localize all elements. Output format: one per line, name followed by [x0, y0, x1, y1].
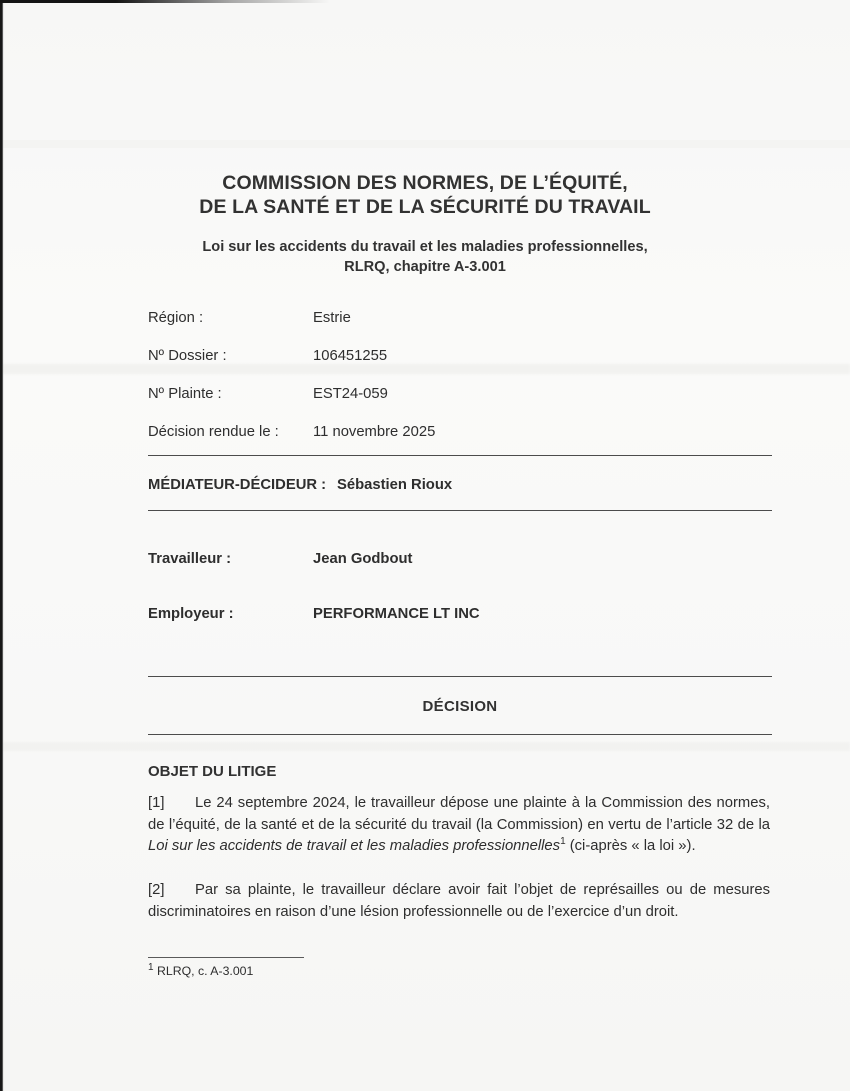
- paragraph-1-marker: [1]: [148, 795, 165, 811]
- scan-artifact-band: [0, 742, 850, 751]
- footnote-reference-1: 1: [560, 836, 566, 848]
- document-title-line2: DE LA SANTÉ ET DE LA SÉCURITÉ DU TRAVAIL: [199, 195, 651, 218]
- footnote-rule: [148, 957, 304, 958]
- decision-heading: DÉCISION: [422, 698, 498, 715]
- meta-row-plainte: [148, 386, 388, 402]
- scan-artifact-band: [0, 364, 850, 374]
- separator-rule-decision-bottom: [148, 734, 772, 735]
- meta-value-plainte: EST24-059: [313, 386, 388, 402]
- section-heading-objet-du-litige: OBJET DU LITIGE: [148, 763, 277, 780]
- document-subtitle: [0, 237, 850, 277]
- scan-edge-left: [0, 0, 4, 1091]
- footnote-1-number: 1: [148, 961, 154, 973]
- meta-row-region: [148, 310, 351, 326]
- separator-rule-mediator: [148, 510, 772, 511]
- mediator-row: [148, 477, 452, 493]
- paragraph-2-marker: [2]: [148, 882, 165, 898]
- paragraph-2-text: Par sa plainte, le travailleur déclare avoir fait l’objet de représailles ou de mesures discriminatoires en raison d’une lésion professionnelle ou de l’exercice d’un droit.: [148, 882, 770, 920]
- employer-label: Employeur :: [148, 606, 234, 622]
- paragraph-2: [148, 880, 770, 923]
- employer-row: [148, 606, 480, 622]
- footnote-1: [148, 961, 254, 978]
- meta-label-decision-date: Décision rendue le :: [148, 424, 279, 440]
- footnote-1-text: RLRQ, c. A-3.001: [153, 964, 254, 978]
- separator-rule-top: [148, 455, 772, 456]
- meta-label-region: Région :: [148, 310, 204, 326]
- law-title-italic: Loi sur les accidents de travail et les maladies professionnelles: [148, 838, 561, 855]
- document-subtitle-line1: Loi sur les accidents du travail et les maladies professionnelles,: [202, 239, 648, 255]
- meta-value-decision-date: 11 novembre 2025: [313, 424, 436, 440]
- scan-edge-top: [0, 0, 330, 3]
- mediator-name: Sébastien Rioux: [337, 477, 453, 493]
- separator-rule-decision-top: [148, 676, 772, 677]
- worker-row: [148, 551, 412, 567]
- meta-label-plainte: Nº Plainte :: [148, 386, 222, 402]
- meta-label-dossier: Nº Dossier :: [148, 348, 227, 364]
- worker-label: Travailleur :: [148, 551, 232, 567]
- document-title-line1: COMMISSION DES NORMES, DE L’ÉQUITÉ,: [222, 172, 628, 194]
- document-subtitle-line2: RLRQ, chapitre A-3.001: [344, 259, 506, 275]
- scan-artifact-band: [0, 140, 850, 148]
- paragraph-1-text: Le 24 septembre 2024, le travailleur dépose une plainte à la Commission des normes, de l’équité, de la santé et de la sécurité du travail (la Commission) en vertu de l’article 32 de la: [148, 795, 770, 833]
- paragraph-1: [148, 793, 770, 858]
- employer-name: PERFORMANCE LT INC: [313, 606, 480, 622]
- document-title: [0, 172, 850, 219]
- meta-row-dossier: [148, 348, 387, 364]
- meta-value-dossier: 106451255: [313, 348, 388, 364]
- worker-name: Jean Godbout: [313, 551, 413, 567]
- meta-value-region: Estrie: [313, 310, 351, 326]
- paragraph-1-text-end: (ci-après « la loi »).: [565, 838, 696, 855]
- mediator-label: MÉDIATEUR-DÉCIDEUR :: [148, 477, 327, 493]
- meta-row-decision-date: [148, 424, 435, 440]
